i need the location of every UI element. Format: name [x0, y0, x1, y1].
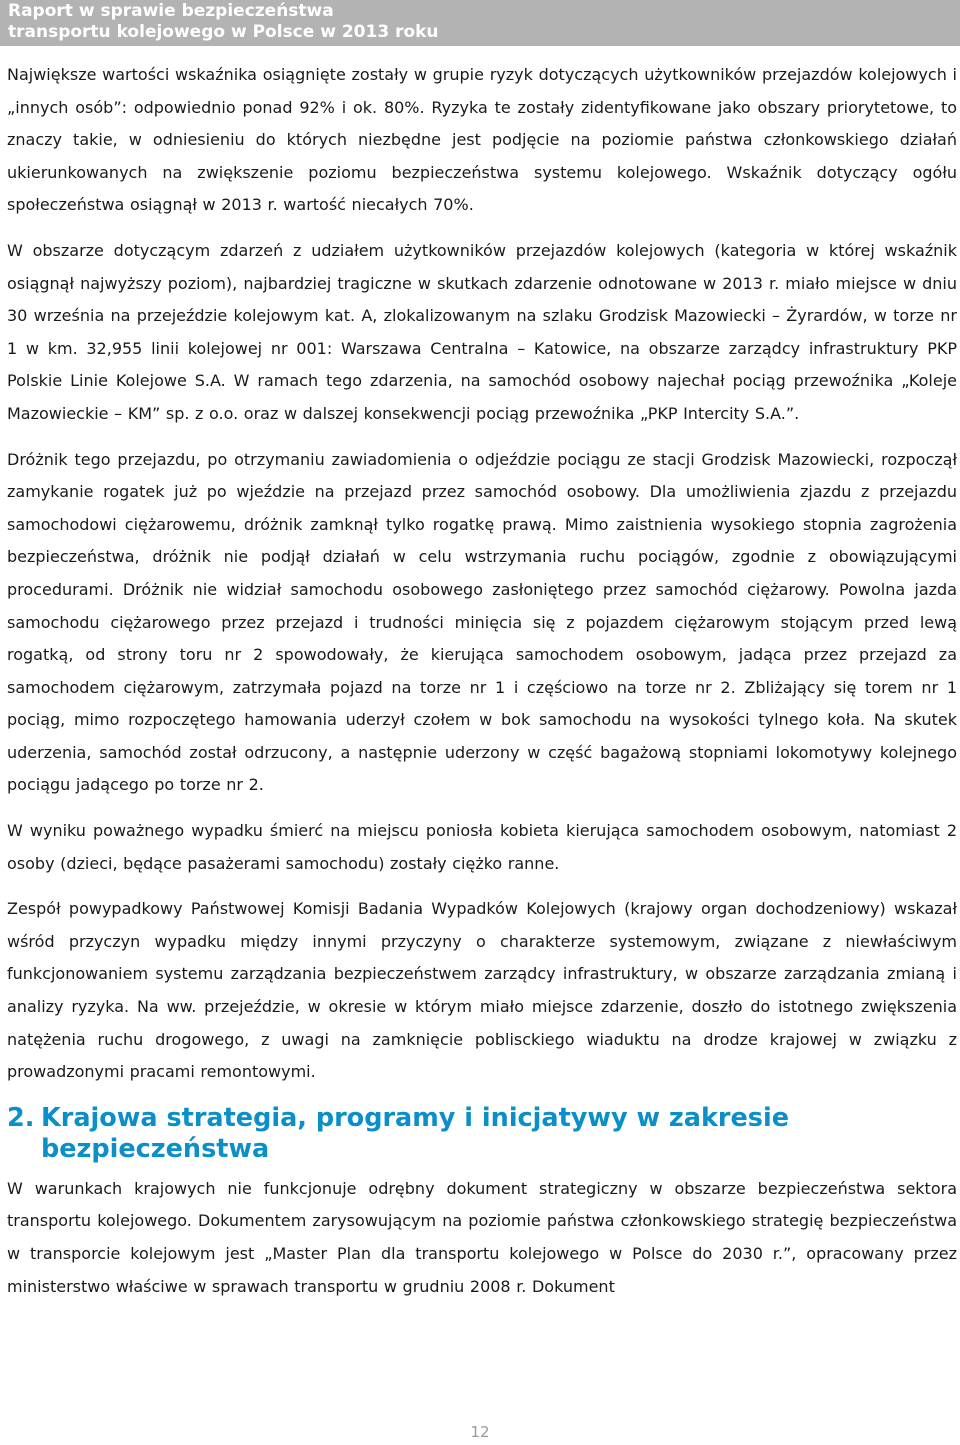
section-heading — [7, 1103, 957, 1165]
paragraph-risk-indicators: Największe wartości wskaźnika osiągnięte zostały w grupie ryzyk dotyczących użytkowników przejazdów kolejowych i „innych osób”: odpowiednio ponad 92% i ok. 80%. Ryzyka te zostały zidentyfikowane jako obszary priorytetowe, to znaczy takie, w odniesieniu do których niezbędne jest podjęcie na poziomie państwa członkowskiego działań ukierunkowanych na zwiększenie poziomu bezpieczeństwa systemu kolejowego. Wskaźnik dotyczący ogółu społeczeństwa osiągnął w 2013 r. wartość niecałych 70%. — [7, 65, 957, 215]
paragraph-national-strategy: W warunkach krajowych nie funkcjonuje odrębny dokument strategiczny w obszarze bezpieczeństwa sektora transportu kolejowego. Dokumentem zarysowującym na poziomie państwa członkowskiego strategię bezpieczeństwa w transporcie kolejowym jest „Master Plan dla transportu kolejowego w Polsce do 2030 r.”, opracowany przez ministerstwo właściwe w sprawach transportu w grudniu 2008 r. Dokument — [7, 1178, 957, 1296]
header-title-line-2: transportu kolejowego w Polsce w 2013 roku — [8, 22, 439, 42]
paragraph-investigation: Zespół powypadkowy Państwowej Komisji Badania Wypadków Kolejowych (krajowy organ dochodzeniowy) wskazał wśród przyczyn wypadku między innymi przyczyny o charakterze systemowym, związane z niewłaściwym funkcjonowaniem systemu zarządzania bezpieczeństwem zarządcy infrastruktury, w obszarze zarządzania zmianą i analizy ryzyka. Na ww. przejeździe, w okresie w którym miało miejsce zdarzenie, doszło do istotnego zwiększenia natężenia ruchu drogowego, z uwagi na zamknięcie poblisckiego wiaduktu na drodze krajowej w związku z prowadzonymi pracami remontowymi. — [7, 899, 957, 1082]
paragraph-casualties: W wyniku poważnego wypadku śmierć na miejscu poniosła kobieta kierująca samochodem osobowym, natomiast 2 osoby (dzieci, będące pasażerami samochodu) zostały ciężko ranne. — [7, 821, 957, 873]
paragraph-crossing-keeper: Dróżnik tego przejazdu, po otrzymaniu zawiadomienia o odjeździe pociągu ze stacji Grodzisk Mazowiecki, rozpoczął zamykanie rogatek już po wjeździe na przejazd przez samochód osobowy. Dla umożliwienia zjazdu z przejazdu samochodowi ciężarowemu, dróżnik zamknął tylko rogatkę prawą. Mimo zaistnienia wysokiego stopnia zagrożenia bezpieczeństwa, dróżnik nie podjął działań w celu wstrzymania ruchu pociągów, zgodnie z obowiązującymi procedurami. Dróżnik nie widział samochodu osobowego zasłoniętego przez samochód ciężarowy. Powolna jazda samochodu ciężarowego przez przejazd i trudności minięcia się z pojazdem ciężarowym stojącym przed lewą rogatką, od strony toru nr 2 spowodowały, że kierująca samochodem osobowym, jadąca przez przejazd za samochodem ciężarowym, zatrzymała pojazd na torze nr 1 i częściowo na torze nr 2. Zbliżający się torem nr 1 pociąg, mimo rozpoczętego hamowania uderzył czołem w bok samochodu na wysokości tylnego koła. Na skutek uderzenia, samochód został odrzucony, a następnie uderzony w część bagażową stopniami lokomotywy kolejnego pociągu jadącego po torze nr 2. — [7, 449, 957, 795]
paragraph-crossing-accident: W obszarze dotyczącym zdarzeń z udziałem użytkowników przejazdów kolejowych (kategoria w której wskaźnik osiągnął najwyższy poziom), najbardziej tragiczne w skutkach zdarzenie odnotowane w 2013 r. miało miejsce w dniu 30 września na przejeździe kolejowym kat. A, zlokalizowanym na szlaku Grodzisk Mazowiecki – Żyrardów, w torze nr 1 w km. 32,955 linii kolejowej nr 001: Warszawa Centralna – Katowice, na obszarze zarządcy infrastruktury PKP Polskie Linie Kolejowe S.A. W ramach tego zdarzenia, na samochód osobowy najechał pociąg przewoźnika „Koleje Mazowieckie – KM” sp. z o.o. oraz w dalszej konsekwencji pociąg przewoźnika „PKP Intercity S.A.”. — [7, 240, 957, 423]
header-title-line-1: Raport w sprawie bezpieczeństwa — [8, 1, 334, 21]
page-number: 12 — [470, 1423, 490, 1441]
page-header — [0, 0, 960, 46]
section-number: 2. — [7, 1102, 35, 1133]
document-body — [7, 59, 957, 1316]
section-title: Krajowa strategia, programy i inicjatywy w zakresie bezpieczeństwa — [41, 1102, 790, 1164]
